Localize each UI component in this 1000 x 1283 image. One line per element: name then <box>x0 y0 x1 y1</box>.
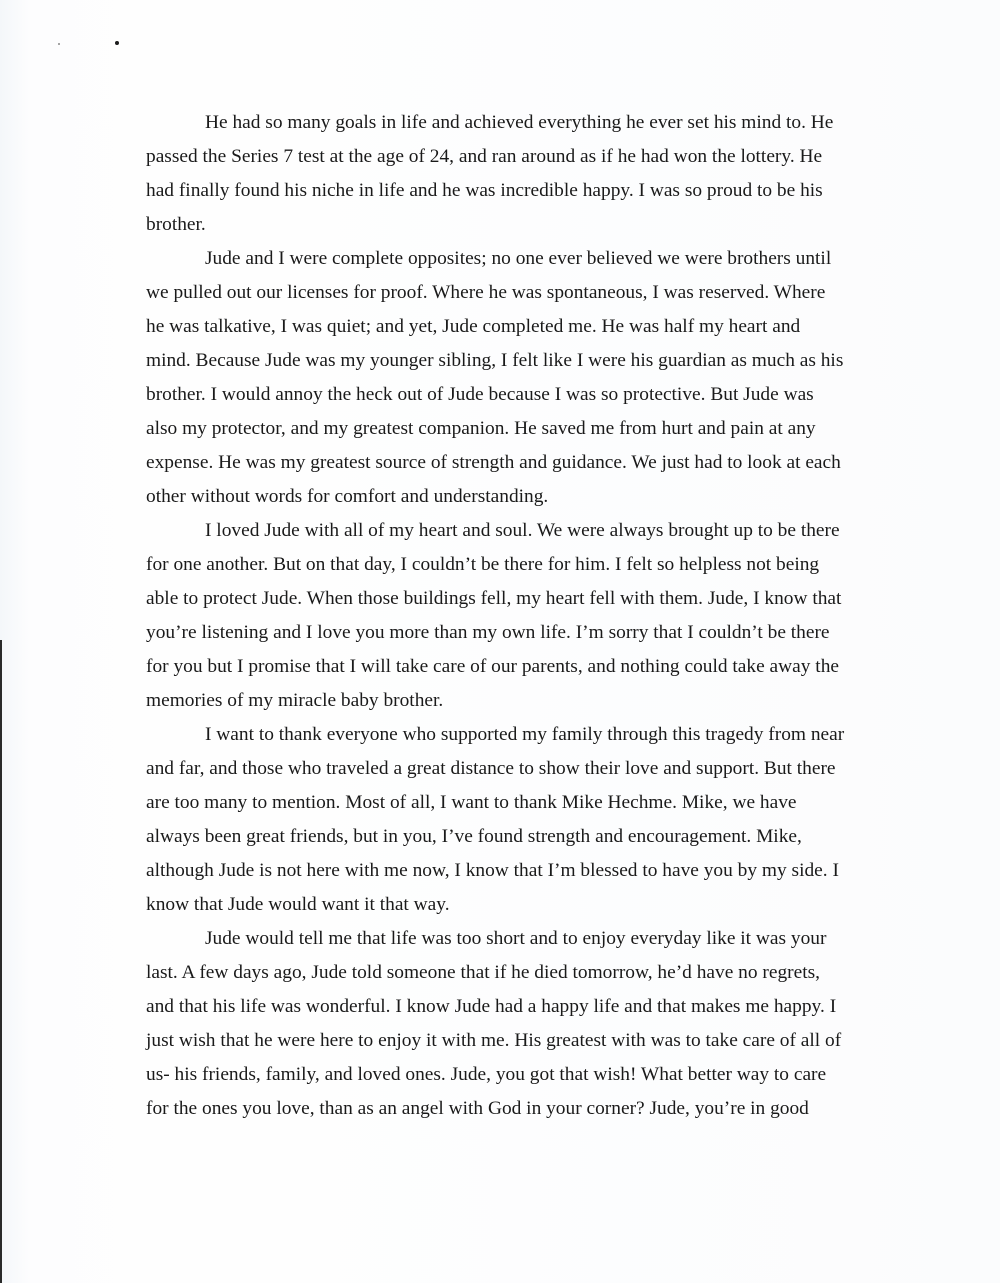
text-line: able to protect Jude. When those buildings fell, my heart fell with them. Jude, I know that <box>146 588 842 609</box>
text-line: just wish that he were here to enjoy it with me. His greatest with was to take care of all of <box>146 1030 842 1051</box>
text-line: Jude would tell me that life was too short and to enjoy everyday like it was your <box>205 928 827 949</box>
document-body <box>146 106 866 1126</box>
text-line: brother. <box>146 214 206 235</box>
text-line: although Jude is not here with me now, I know that I’m blessed to have you by my side. I <box>146 860 839 881</box>
text-line: also my protector, and my greatest companion. He saved me from hurt and pain at any <box>146 418 816 439</box>
text-line: always been great friends, but in you, I’ve found strength and encouragement. Mike, <box>146 826 802 847</box>
text-line: last. A few days ago, Jude told someone that if he died tomorrow, he’d have no regrets, <box>146 962 821 983</box>
text-line: brother. I would annoy the heck out of Jude because I was so protective. But Jude was <box>146 384 814 405</box>
text-line: and far, and those who traveled a great distance to show their love and support. But there <box>146 758 836 779</box>
text-line: had finally found his niche in life and he was incredible happy. I was so proud to be his <box>146 180 823 201</box>
text-line: us- his friends, family, and loved ones. Jude, you got that wish! What better way to care <box>146 1064 827 1085</box>
text-line: for the ones you love, than as an angel with God in your corner? Jude, you’re in good <box>146 1098 809 1119</box>
text-line: for you but I promise that I will take care of our parents, and nothing could take away the <box>146 656 839 677</box>
text-line: mind. Because Jude was my younger sibling, I felt like I were his guardian as much as his <box>146 350 844 371</box>
text-line: memories of my miracle baby brother. <box>146 690 444 711</box>
text-line: we pulled out our licenses for proof. Where he was spontaneous, I was reserved. Where <box>146 282 826 303</box>
text-line: for one another. But on that day, I couldn’t be there for him. I felt so helpless not being <box>146 554 820 575</box>
text-line: are too many to mention. Most of all, I want to thank Mike Hechme. Mike, we have <box>146 792 797 813</box>
text-line: He had so many goals in life and achieved everything he ever set his mind to. He <box>205 112 834 133</box>
text-line: he was talkative, I was quiet; and yet, Jude completed me. He was half my heart and <box>146 316 801 337</box>
text-line: I want to thank everyone who supported my family through this tragedy from near <box>205 724 845 745</box>
text-line: other without words for comfort and understanding. <box>146 486 549 507</box>
text-line: expense. He was my greatest source of strength and guidance. We just had to look at each <box>146 452 841 473</box>
scan-speck <box>58 43 60 45</box>
text-line: passed the Series 7 test at the age of 24, and ran around as if he had won the lottery. He <box>146 146 823 167</box>
text-line: Jude and I were complete opposites; no one ever believed we were brothers until <box>205 248 832 269</box>
scan-speck <box>115 41 119 45</box>
text-line: you’re listening and I love you more than my own life. I’m sorry that I couldn’t be there <box>146 622 830 643</box>
text-line: I loved Jude with all of my heart and soul. We were always brought up to be there <box>205 520 840 541</box>
text-line: and that his life was wonderful. I know Jude had a happy life and that makes me happy. I <box>146 996 837 1017</box>
scan-edge-shadow <box>0 640 2 1283</box>
text-line: know that Jude would want it that way. <box>146 894 450 915</box>
